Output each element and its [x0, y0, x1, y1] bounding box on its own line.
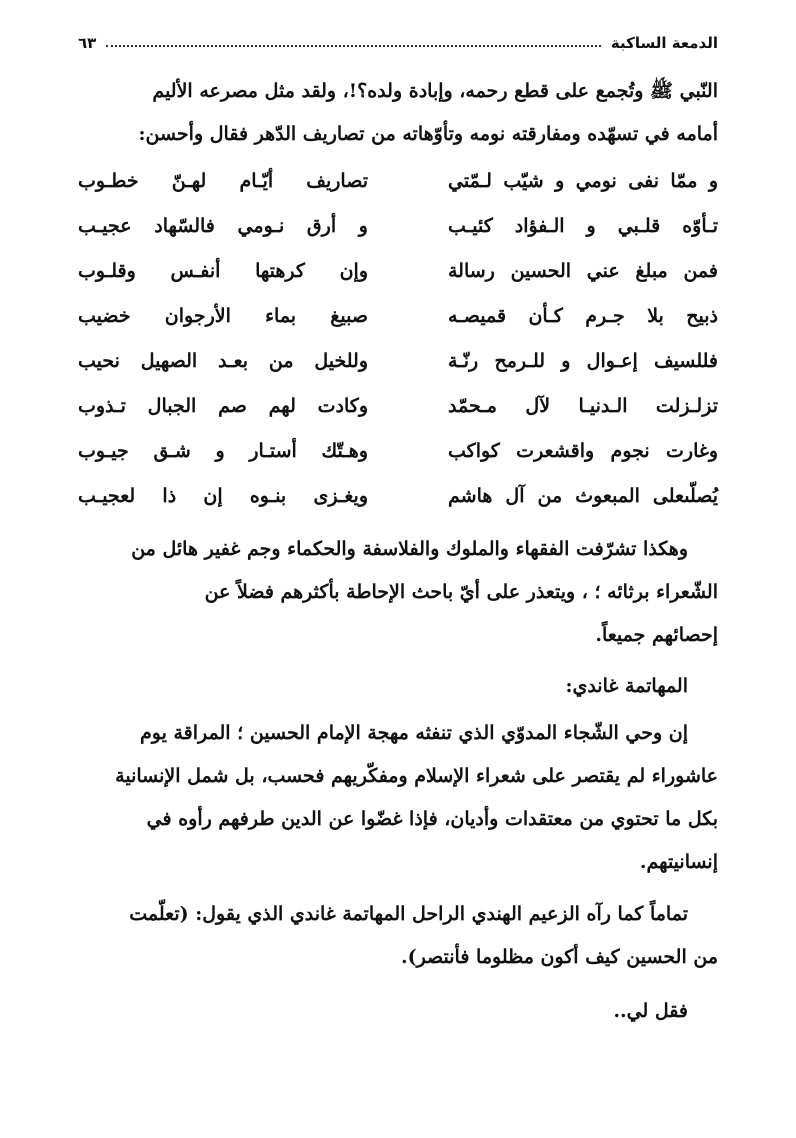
text-line: النّبي ﷺ وتُجمع على قطع رحمه، وإبادة ولده؟!، ولقد مثل مصرعه الأليم: [152, 80, 718, 102]
poem-verse: [78, 385, 718, 427]
verse-second-hemistich: وللخيل من بعـد الصهيل نحيب: [78, 350, 368, 372]
poem-verse: [78, 340, 718, 382]
running-title: الدمعة الساكبة: [610, 34, 718, 52]
verse-second-hemistich: تصاريف أيّـام لهـنّ خطـوب: [78, 170, 368, 192]
scholars-paragraph: [78, 528, 718, 657]
section-heading: المهاتمة غاندي:: [565, 675, 688, 697]
verse-second-hemistich: و أرق نـومي فالسّهاد عجيـب: [78, 215, 368, 237]
page-number: ٦٣: [78, 34, 97, 52]
text-line: عاشوراء لم يقتصر على شعراء الإسلام ومفكّريهم فحسب، بل شمل الإنسانية: [115, 765, 718, 787]
verse-second-hemistich: وكادت لهم صم الجبال تـذوب: [78, 395, 368, 417]
running-header: [78, 30, 718, 56]
text-line: إنسانيتهم.: [639, 851, 718, 873]
poem-verse: [78, 205, 718, 247]
text-line: تماماً كما رآه الزعيم الهندي الراحل المهاتمة غاندي الذي يقول: (تعلّمت: [129, 903, 688, 925]
text-line: وهكذا تشرّفت الفقهاء والملوك والفلاسفة والحكماء وجم غفير هائل من: [131, 538, 688, 560]
verse-second-hemistich: وإن كرهتها أنفـس وقلـوب: [78, 260, 368, 282]
closing-line: فقل لي..: [613, 1000, 688, 1022]
verse-first-hemistich: فللسيف إعـوال و للـرمح رنّـة: [448, 350, 718, 372]
verse-second-hemistich: وهـتّك أستـار و شـق جيـوب: [78, 440, 368, 462]
verse-second-hemistich: ويغـزى بنـوه إن ذا لعجيـب: [78, 485, 368, 507]
verse-first-hemistich: ذبيح بلا جـرم كـأن قميصـه: [448, 305, 718, 327]
text-line: إن وحي الشّجاء المدوّي الذي تنفثه مهجة الإمام الحسين ؛ المراقة يوم: [140, 722, 688, 744]
text-line: إحصائهم جميعاً.: [595, 624, 718, 646]
verse-first-hemistich: وغارت نجوم واقشعرت كواكب: [448, 440, 718, 462]
text-line: بكل ما تحتوي من معتقدات وأديان، فإذا غضّوا عن الدين طرفهم رأوه في: [146, 808, 718, 830]
verse-first-hemistich: تزلـزلت الـدنيـا لآل مـحمّد: [448, 395, 718, 417]
text-line: أمامه في تسهّده ومفارقته نومه وتأوّهاته من تصاريف الدّهر فقال وأحسن:: [138, 123, 718, 145]
poem-verse: [78, 160, 718, 202]
text-line: الشّعراء برثائه ؛ ، ويتعذر على أيّ باحث الإحاطة بأكثرهم فضلاً عن: [204, 581, 718, 603]
verse-first-hemistich: فمن مبلغ عني الحسين رسالة: [448, 260, 718, 282]
gandhi-quote-paragraph: [78, 893, 718, 979]
poem-verse: [78, 430, 718, 472]
inspiration-paragraph: [78, 712, 718, 884]
verse-second-hemistich: صبيغ بماء الأرجوان خضيب: [78, 305, 368, 327]
verse-first-hemistich: تـأوّه قلـبي و الـفؤاد كئيـب: [448, 215, 718, 237]
verse-first-hemistich: و ممّا نفى نومي و شيّب لـمّتي: [448, 170, 718, 192]
poem-verse: [78, 250, 718, 292]
intro-paragraph: [78, 70, 718, 156]
header-dotted-rule: [106, 45, 601, 47]
poem-verse: [78, 295, 718, 337]
text-line: من الحسين كيف أكون مظلوما فأنتصر).: [400, 946, 718, 968]
poem-verse: [78, 475, 718, 517]
verse-first-hemistich: يُصلّىعلى المبعوث من آل هاشم: [448, 485, 718, 507]
